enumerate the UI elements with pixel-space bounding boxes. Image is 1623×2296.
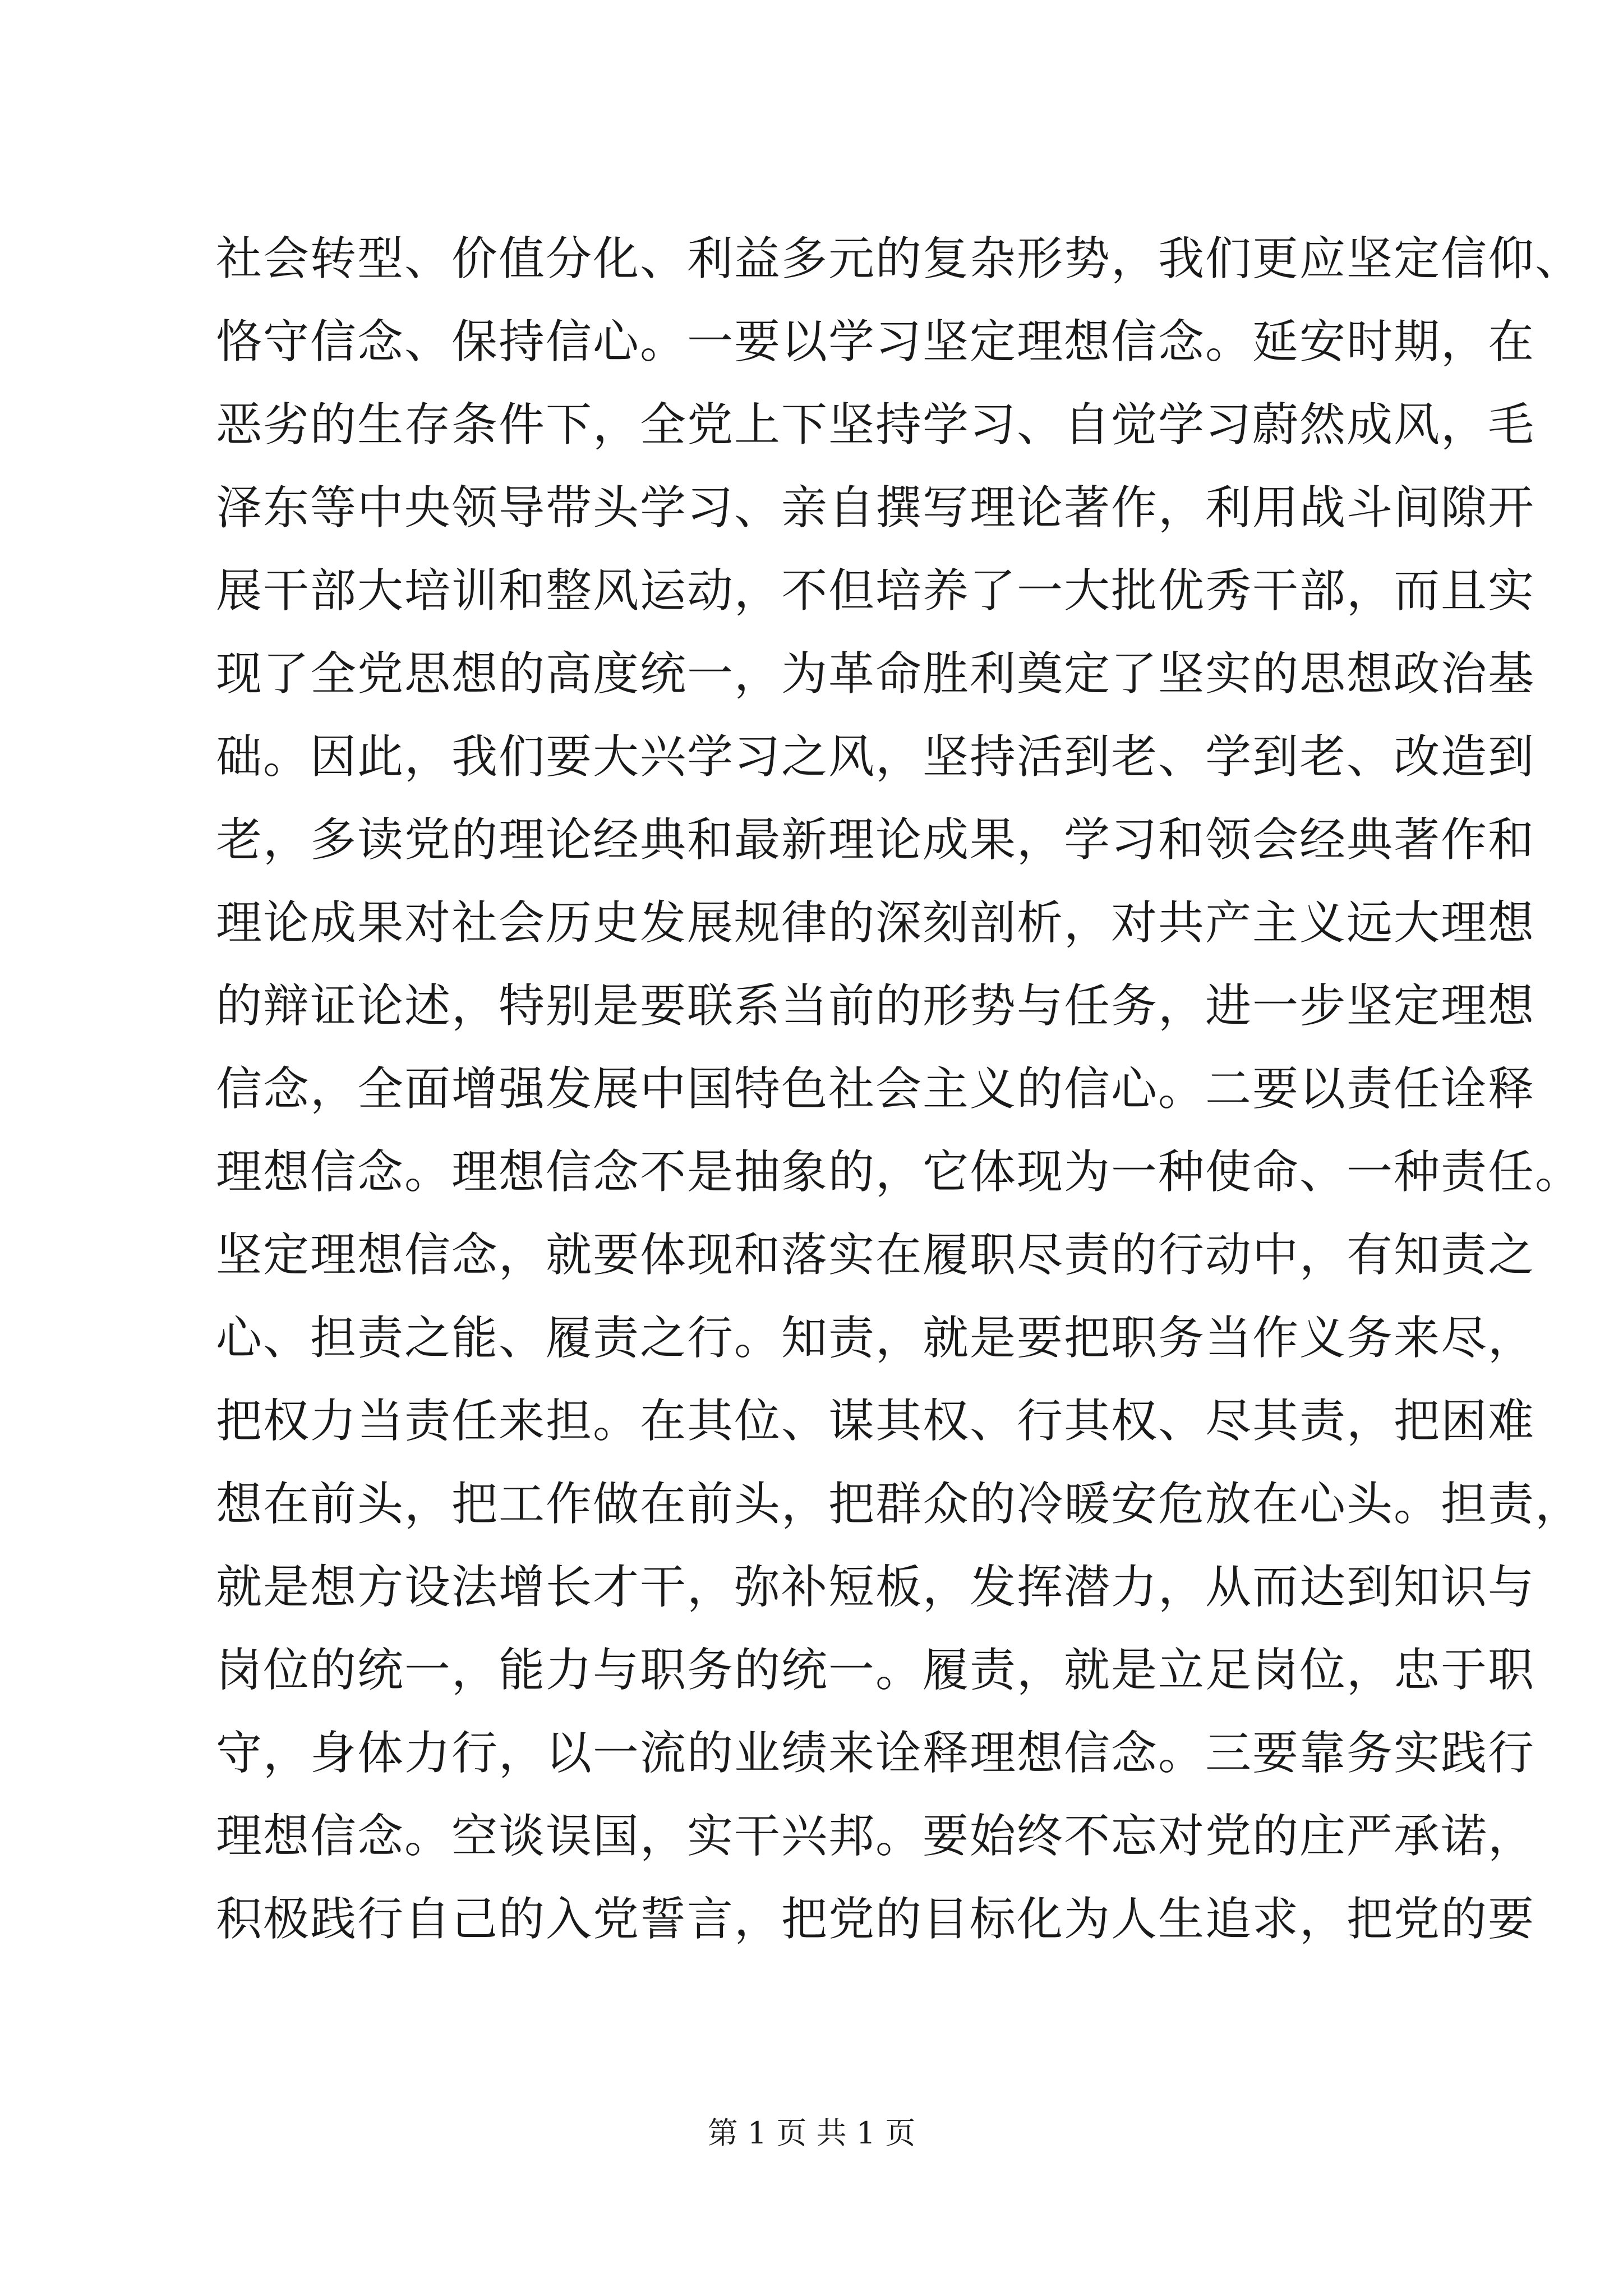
- text-line-3: 恶劣的生存条件下，全党上下坚持学习、自觉学习蔚然成风，毛: [216, 398, 1536, 452]
- text-line-9: 理论成果对社会历史发展规律的深刻剖析，对共产主义远大理想: [216, 896, 1536, 950]
- text-line-2: 恪守信念、保持信心。一要以学习坚定理想信念。延安时期，在: [216, 315, 1536, 369]
- text-line-19: 守，身体力行，以一流的业绩来诠释理想信念。三要靠务实践行: [216, 1727, 1536, 1780]
- text-line-6: 现了全党思想的高度统一，为革命胜利奠定了坚实的思想政治基: [216, 647, 1536, 701]
- text-line-18: 岗位的统一，能力与职务的统一。履责，就是立足岗位，忠于职: [216, 1644, 1536, 1697]
- text-line-15: 把权力当责任来担。在其位、谋其权、行其权、尽其责，把困难: [216, 1395, 1536, 1448]
- text-line-5: 展干部大培训和整风运动，不但培养了一大批优秀干部，而且实: [216, 564, 1536, 618]
- text-line-4: 泽东等中央领导带头学习、亲自撰写理论著作，利用战斗间隙开: [216, 481, 1536, 535]
- text-line-16: 想在前头，把工作做在前头，把群众的冷暖安危放在心头。担责，: [216, 1478, 1583, 1531]
- text-line-7: 础。因此，我们要大兴学习之风，坚持活到老、学到老、改造到: [216, 730, 1536, 784]
- page-number-footer: 第 1 页 共 1 页: [707, 2115, 916, 2151]
- text-line-20: 理想信念。空谈误国，实干兴邦。要始终不忘对党的庄严承诺，: [216, 1810, 1536, 1863]
- text-line-14: 心、担责之能、履责之行。知责，就是要把职务当作义务来尽，: [216, 1312, 1536, 1365]
- text-line-11: 信念，全面增强发展中国特色社会主义的信心。二要以责任诠释: [216, 1062, 1536, 1116]
- text-line-21: 积极践行自己的入党誓言，把党的目标化为人生追求，把党的要: [216, 1893, 1536, 1946]
- text-line-13: 坚定理想信念，就要体现和落实在履职尽责的行动中，有知责之: [216, 1228, 1536, 1282]
- text-line-12: 理想信念。理想信念不是抽象的，它体现为一种使命、一种责任。: [216, 1145, 1583, 1199]
- text-line-17: 就是想方设法增长才干，弥补短板，发挥潜力，从而达到知识与: [216, 1561, 1536, 1614]
- text-line-1: 社会转型、价值分化、利益多元的复杂形势，我们更应坚定信仰、: [216, 232, 1583, 286]
- document-body: [216, 218, 1583, 1961]
- text-line-8: 老，多读党的理论经典和最新理论成果，学习和领会经典著作和: [216, 813, 1536, 867]
- text-line-10: 的辩证论述，特别是要联系当前的形势与任务，进一步坚定理想: [216, 979, 1536, 1033]
